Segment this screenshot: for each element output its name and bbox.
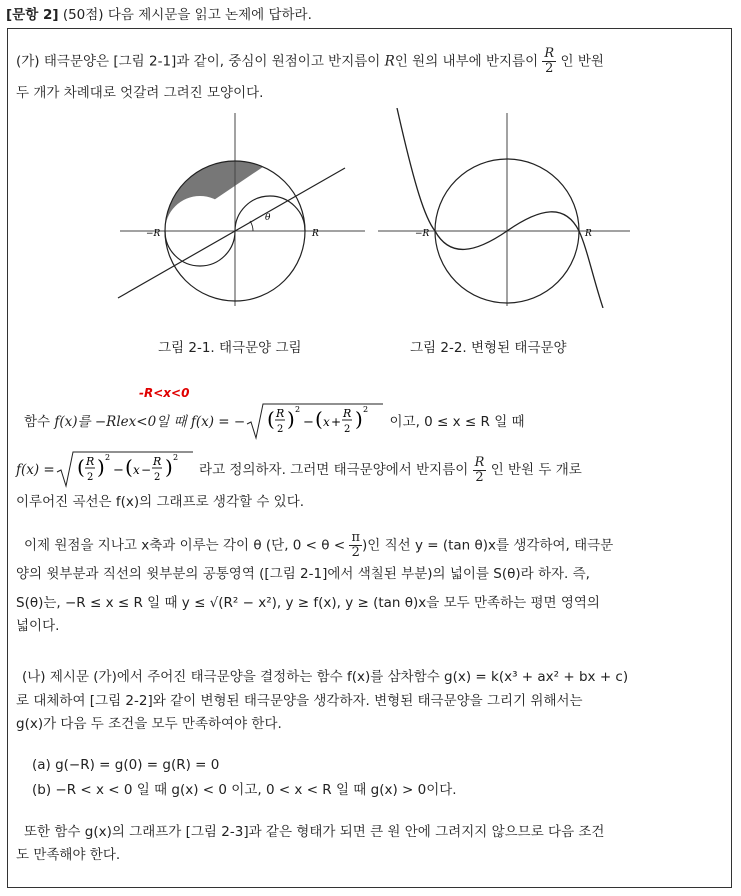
question-label: [문항 2] [6, 7, 59, 23]
svg-text:−: − [140, 463, 151, 477]
passage-na-line2: 로 대체하여 [그림 2-2]와 같이 변형된 태극문양을 생각하자. 변형된 태극문양을 그리기 위해서는 [16, 693, 583, 709]
paragraph-2-line2: 양의 윗부분과 직선의 윗부분의 공통영역 ([그림 2-1]에서 색칠된 부분)의 넓이를 S(θ)라 하자. 즉, [16, 566, 590, 582]
svg-text:2: 2 [172, 453, 178, 462]
paragraph-2-line4: 넓이다. [16, 618, 60, 634]
svg-text:(: ( [267, 407, 276, 431]
paragraph-2-line3: S(θ)는, −R ≤ x ≤ R 일 때 y ≤ √(R² − x²), y ≥ f(x), y ≥ (tan θ)x을 모두 만족하는 평면 영역의 [16, 595, 600, 611]
passage-na-line1: (나) 제시문 (가)에서 주어진 태극문양을 결정하는 함수 f(x)를 삼차함수 g(x) = k(x³ + ax² + bx + c) [22, 669, 629, 685]
svg-text:): ) [164, 455, 173, 479]
svg-text:R: R [85, 455, 95, 468]
minus-r-label: −R [415, 229, 430, 239]
svg-text:(: ( [76, 455, 85, 479]
svg-text:(: ( [124, 455, 133, 479]
theta-label: θ [265, 213, 271, 223]
passage-ga-line1: (가) 태극문양은 [그림 2-1]과 같이, 중심이 원점이고 반지름이 R인 원의 내부에 반지름이 $\frac{R}{2}$ 인 반원 [16, 46, 604, 76]
question-instruction: (50점) 다음 제시문을 읽고 논제에 답하라. [62, 7, 312, 23]
svg-text:R: R [343, 407, 352, 420]
passage-na-line4: 또한 함수 g(x)의 그래프가 [그림 2-3]과 같은 형태가 되면 큰 원 안에 그려지지 않으므로 다음 조건 [24, 824, 605, 840]
svg-text:2: 2 [344, 424, 351, 435]
passage-na-line5: 도 만족해야 한다. [16, 847, 121, 863]
condition-b: (b) −R < x < 0 일 때 g(x) < 0 이고, 0 < x < R 일 때 g(x) > 0이다. [32, 782, 457, 798]
svg-text:): ) [287, 407, 296, 431]
svg-text:2: 2 [277, 424, 284, 435]
handwritten-annotation: -R<x<0 [139, 386, 190, 400]
definition-line1: 함수 f(x)를 −Rlex<0일 때 f(x) = − ( R 2 ) 2 − ( x + R 2 ) 2 이고, 0 ≤ x ≤ R 일 때 [24, 402, 525, 442]
sqrt-expression-2 [55, 450, 195, 490]
svg-text:R: R [276, 407, 285, 420]
svg-text:(: ( [315, 407, 324, 431]
paragraph-2-line1: 이제 원점을 지나고 x축과 이루는 각이 θ (단, 0 < θ < $\frac{\pi}{2}$ )인 직선 y = (tan θ)x를 생각하여, 태극문 [24, 530, 614, 560]
svg-text:2: 2 [153, 472, 161, 483]
svg-text:2: 2 [295, 405, 301, 414]
question-header [6, 3, 312, 23]
sqrt-expression-1 [245, 402, 385, 442]
svg-text:): ) [96, 455, 105, 479]
lower-semicircle [165, 231, 235, 266]
figure-2-2 [375, 108, 635, 308]
passage-na-line3: g(x)가 다음 두 조건을 모두 만족하여야 한다. [16, 716, 282, 732]
svg-text:R: R [152, 455, 162, 468]
r-label: R [585, 229, 592, 239]
svg-text:x: x [323, 415, 330, 429]
r-label: R [312, 229, 319, 239]
condition-a: (a) g(−R) = g(0) = g(R) = 0 [32, 757, 220, 773]
svg-text:−: − [303, 415, 315, 430]
fraction-r-over-2: $\frac{R}{2}$ [544, 46, 555, 76]
angle-arc [250, 221, 253, 231]
svg-text:x: x [132, 463, 140, 477]
svg-text:2: 2 [86, 472, 94, 483]
minus-r-label: −R [146, 229, 161, 239]
svg-text:−: − [112, 463, 124, 478]
svg-text:+: + [331, 415, 342, 429]
figure-2-2-caption: 그림 2-2. 변형된 태극문양 [410, 340, 567, 356]
passage-ga-line2: 두 개가 차례대로 엇갈려 그려진 모양이다. [16, 85, 264, 101]
figure-2-1-caption: 그림 2-1. 태극문양 그림 [158, 340, 302, 356]
figure-2-1 [110, 108, 375, 308]
svg-text:): ) [355, 407, 364, 431]
definition-line2: f(x) = ( R 2 ) 2 − ( x − R 2 ) 2 라고 정의하자. 그러면 태극문양에서 반지름이 $\frac{R}{2}$ 인 반원 두 개로 [16, 450, 582, 490]
svg-text:2: 2 [104, 453, 110, 462]
svg-text:2: 2 [363, 405, 369, 414]
cubic-curve [397, 108, 603, 308]
definition-line3: 이루어진 곡선은 f(x)의 그래프로 생각할 수 있다. [16, 494, 305, 510]
